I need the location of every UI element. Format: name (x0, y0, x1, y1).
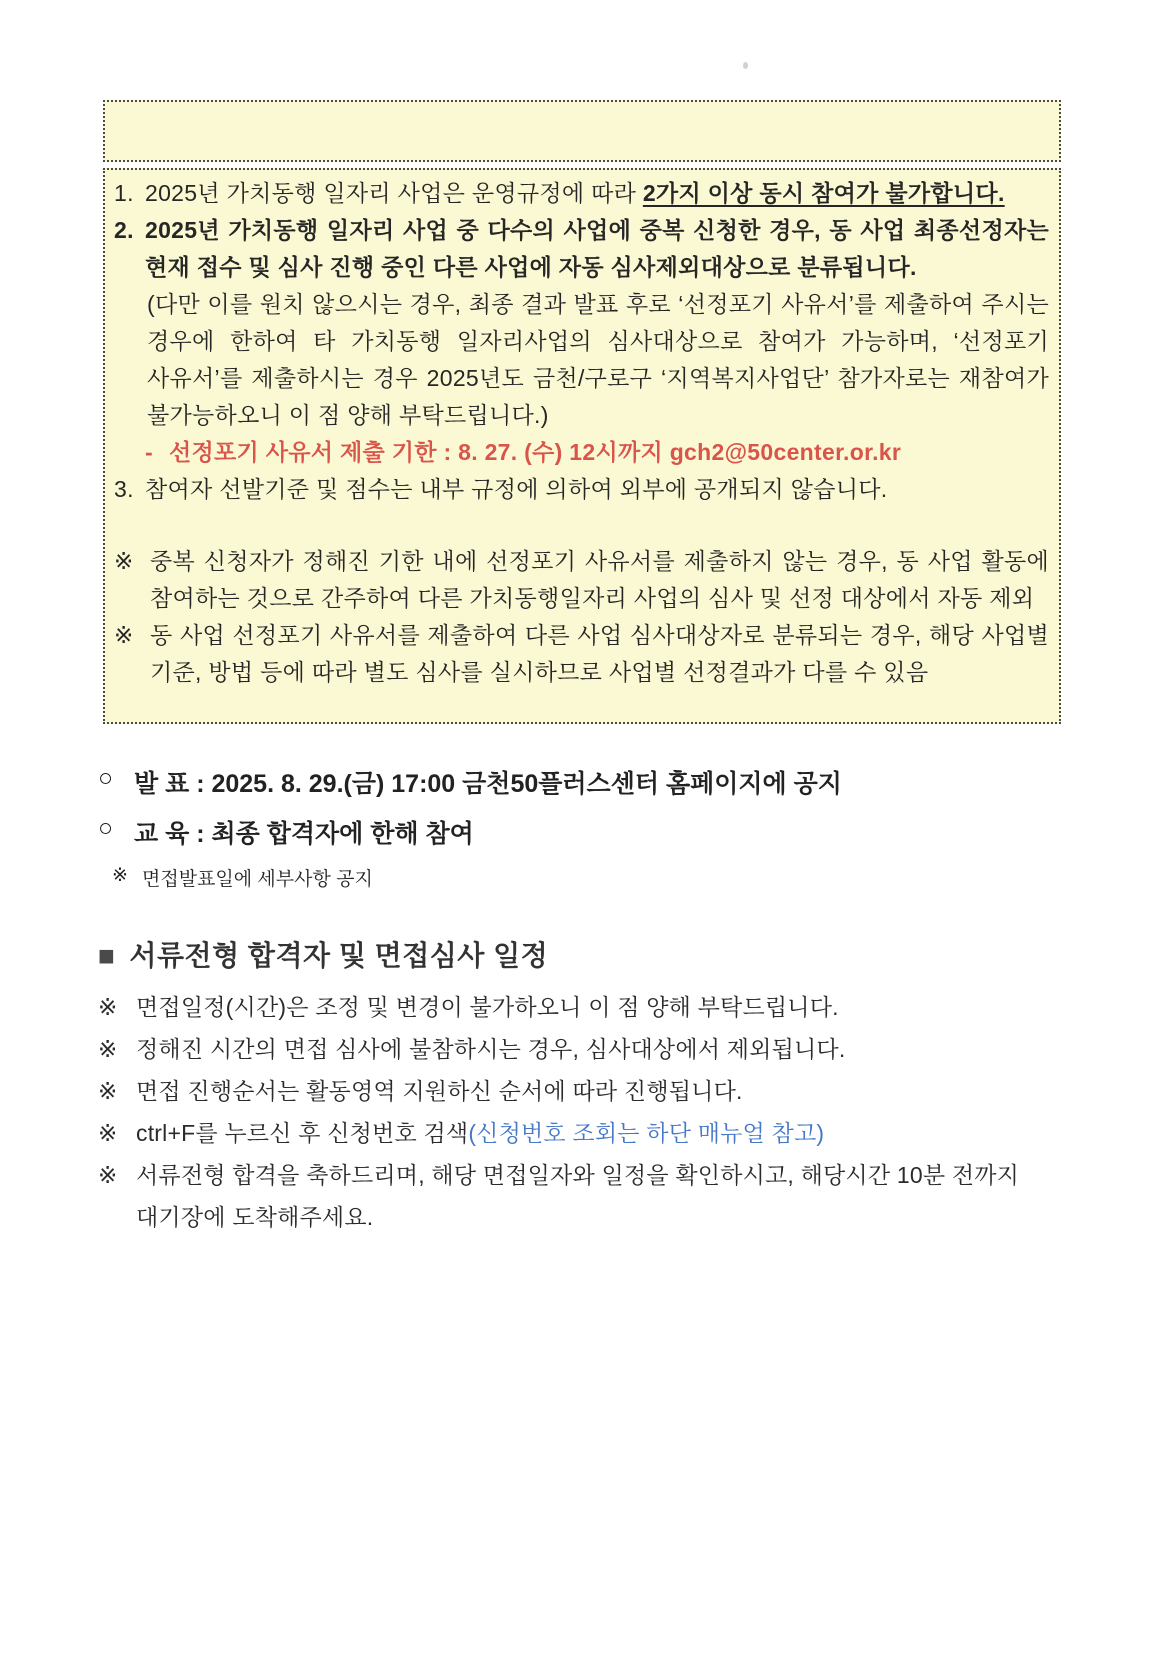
announcement-publish (98, 764, 1088, 800)
announcement-sub-note-text: 면접발표일에 세부사항 공지 (142, 869, 373, 890)
notice-header-box (103, 100, 1061, 162)
reference-marker: ※ (98, 1120, 118, 1146)
section-title (98, 934, 1093, 974)
schedule-note-5 (98, 1154, 1093, 1238)
notice-item-1-text: 2025년 가치동행 일자리 사업은 운영규정에 따라 (145, 180, 643, 206)
schedule-note-1 (98, 986, 1093, 1028)
section-title-text: 서류전형 합격자 및 면접심사 일정 (129, 940, 549, 971)
deadline-note-text: 선정포기 사유서 제출 기한 : 8. 27. (수) 12시까지 gch2@50center.or.kr (169, 439, 902, 465)
reference-marker: ※ (98, 1078, 118, 1104)
deadline-note (145, 434, 1049, 471)
notice-item-2-text: 2025년 가치동행 일자리 사업 중 다수의 사업에 중복 신청한 경우, 동 사업 최종선정자는 현재 접수 및 심사 진행 중인 다른 사업에 자동 심사제외대상으로 분류됩니다. (145, 217, 1049, 280)
schedule-note-2-text: 정해진 시간의 면접 심사에 불참하시는 경우, 심사대상에서 제외됩니다. (136, 1036, 846, 1062)
square-bullet-icon: ■ (98, 940, 116, 971)
notice-item-1-emphasis: 2가지 이상 동시 참여가 불가합니다. (642, 180, 1005, 206)
list-marker: 1. (114, 180, 134, 206)
notice-item-2 (114, 212, 1049, 286)
scan-artifact (743, 62, 748, 69)
circle-bullet-icon: ○ (98, 814, 114, 842)
reference-marker: ※ (114, 622, 134, 648)
schedule-note-4 (98, 1112, 1093, 1154)
schedule-note-3-text: 면접 진행순서는 활동영역 지원하신 순서에 따라 진행됩니다. (136, 1078, 743, 1104)
schedule-note-1-text: 면접일정(시간)은 조정 및 변경이 불가하오니 이 점 양해 부탁드립니다. (136, 994, 839, 1020)
notice-box (103, 168, 1061, 724)
list-marker: 2. (114, 217, 134, 243)
announcement-sub-note (112, 864, 1088, 891)
reference-marker: ※ (98, 1162, 118, 1188)
circle-bullet-icon: ○ (98, 764, 114, 792)
dash-marker: - (145, 439, 153, 465)
reference-marker: ※ (114, 548, 134, 574)
notice-item-3-text: 참여자 선발기준 및 점수는 내부 규정에 의하여 외부에 공개되지 않습니다. (145, 476, 888, 502)
notice-item-1 (114, 175, 1049, 212)
schedule-note-4-highlight: (신청번호 조회는 하단 매뉴얼 참고) (468, 1120, 825, 1146)
reference-marker: ※ (112, 865, 128, 886)
box-note-duplicate-applicants (114, 543, 1049, 617)
box-note-duplicate-applicants-text: 중복 신청자가 정해진 기한 내에 선정포기 사유서를 제출하지 않는 경우, 동 사업 활동에 참여하는 것으로 간주하여 다른 가치동행일자리 사업의 심사 및 선정 대상에서 자동 제외 (150, 548, 1049, 611)
reference-marker: ※ (98, 994, 118, 1020)
box-note-separate-review (114, 617, 1049, 691)
list-marker: 3. (114, 476, 134, 502)
announcement-publish-text: 발 표 : 2025. 8. 29.(금) 17:00 금천50플러스센터 홈페이지에 공지 (134, 770, 842, 798)
notice-item-3 (114, 471, 1049, 508)
announcement-block (98, 764, 1088, 891)
notice-item-2-detail: (다만 이를 원치 않으시는 경우, 최종 결과 발표 후로 ‘선정포기 사유서’를 제출하여 주시는 경우에 한하여 타 가치동행 일자리사업의 심사대상으로 참여가 가능하며, ‘선정포기 사유서’를 제출하시는 경우 2025년도 금천/구로구 ‘지역복지사업단’ 참가자로는 재참여가 불가능하오니 이 점 양해 부탁드립니다.) (147, 291, 1049, 428)
schedule-section (98, 934, 1093, 1238)
schedule-note-3 (98, 1070, 1093, 1112)
box-note-separate-review-text: 동 사업 선정포기 사유서를 제출하여 다른 사업 심사대상자로 분류되는 경우, 해당 사업별 기준, 방법 등에 따라 별도 심사를 실시하므로 사업별 선정결과가 다를 수 있음 (150, 622, 1049, 685)
announcement-education (98, 814, 1088, 850)
announcement-education-text: 교 육 : 최종 합격자에 한해 참여 (134, 820, 474, 848)
reference-marker: ※ (98, 1036, 118, 1062)
schedule-note-5-text: 서류전형 합격을 축하드리며, 해당 면접일자와 일정을 확인하시고, 해당시간 10분 전까지 대기장에 도착해주세요. (136, 1162, 1020, 1230)
schedule-note-2 (98, 1028, 1093, 1070)
schedule-note-4-text: ctrl+F를 누르신 후 신청번호 검색 (136, 1120, 469, 1146)
